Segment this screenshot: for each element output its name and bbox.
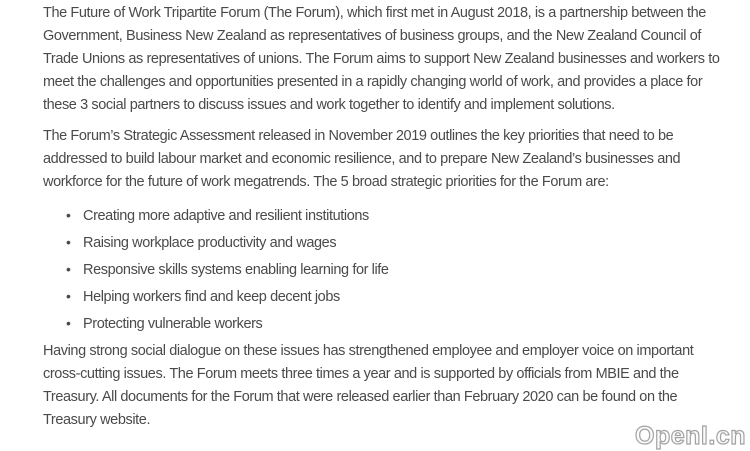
- bullet-icon: •: [66, 234, 71, 250]
- bullet-icon: •: [66, 315, 71, 331]
- openl-watermark: Openl.cn: [635, 422, 746, 450]
- list-item-text: Responsive skills systems enabling learning for life: [83, 262, 389, 278]
- list-item: [66, 286, 724, 309]
- list-item: [66, 232, 724, 255]
- list-item: [66, 313, 724, 336]
- list-item-text: Helping workers find and keep decent jobs: [83, 289, 340, 305]
- strategic-priorities-list: [43, 205, 724, 336]
- bullet-icon: •: [66, 261, 71, 277]
- list-item: [66, 259, 724, 282]
- list-item-text: Protecting vulnerable workers: [83, 316, 263, 332]
- list-item-text: Creating more adaptive and resilient institutions: [83, 208, 369, 224]
- intro-paragraph: The Future of Work Tripartite Forum (The Forum), which first met in August 2018, is a partnership between the Government, Business New Zealand as representatives of business groups, and the New Zealand Council of Trade Unions as representatives of unions. The Forum aims to support New Zealand businesses and workers to meet the challenges and opportunities presented in a rapidly changing world of work, and provides a place for these 3 social partners to discuss issues and work together to identify and implement solutions.: [43, 5, 720, 113]
- social-dialogue-paragraph: Having strong social dialogue on these issues has strengthened employee and employer voice on important cross-cutting issues. The Forum meets three times a year and is supported by officials from MBIE and the Treasury. All documents for the Forum that were released earlier than February 2020 can be found on the Treasury website.: [43, 343, 694, 428]
- list-item-text: Raising workplace productivity and wages: [83, 235, 337, 251]
- bullet-icon: •: [66, 207, 71, 223]
- bullet-icon: •: [66, 288, 71, 304]
- strategic-assessment-paragraph: The Forum’s Strategic Assessment released in November 2019 outlines the key priorities that need to be addressed to build labour market and economic resilience, and to prepare New Zealand’s businesses and workforce for the future of work megatrends. The 5 broad strategic priorities for the Forum are:: [43, 128, 681, 190]
- list-item: [66, 205, 724, 228]
